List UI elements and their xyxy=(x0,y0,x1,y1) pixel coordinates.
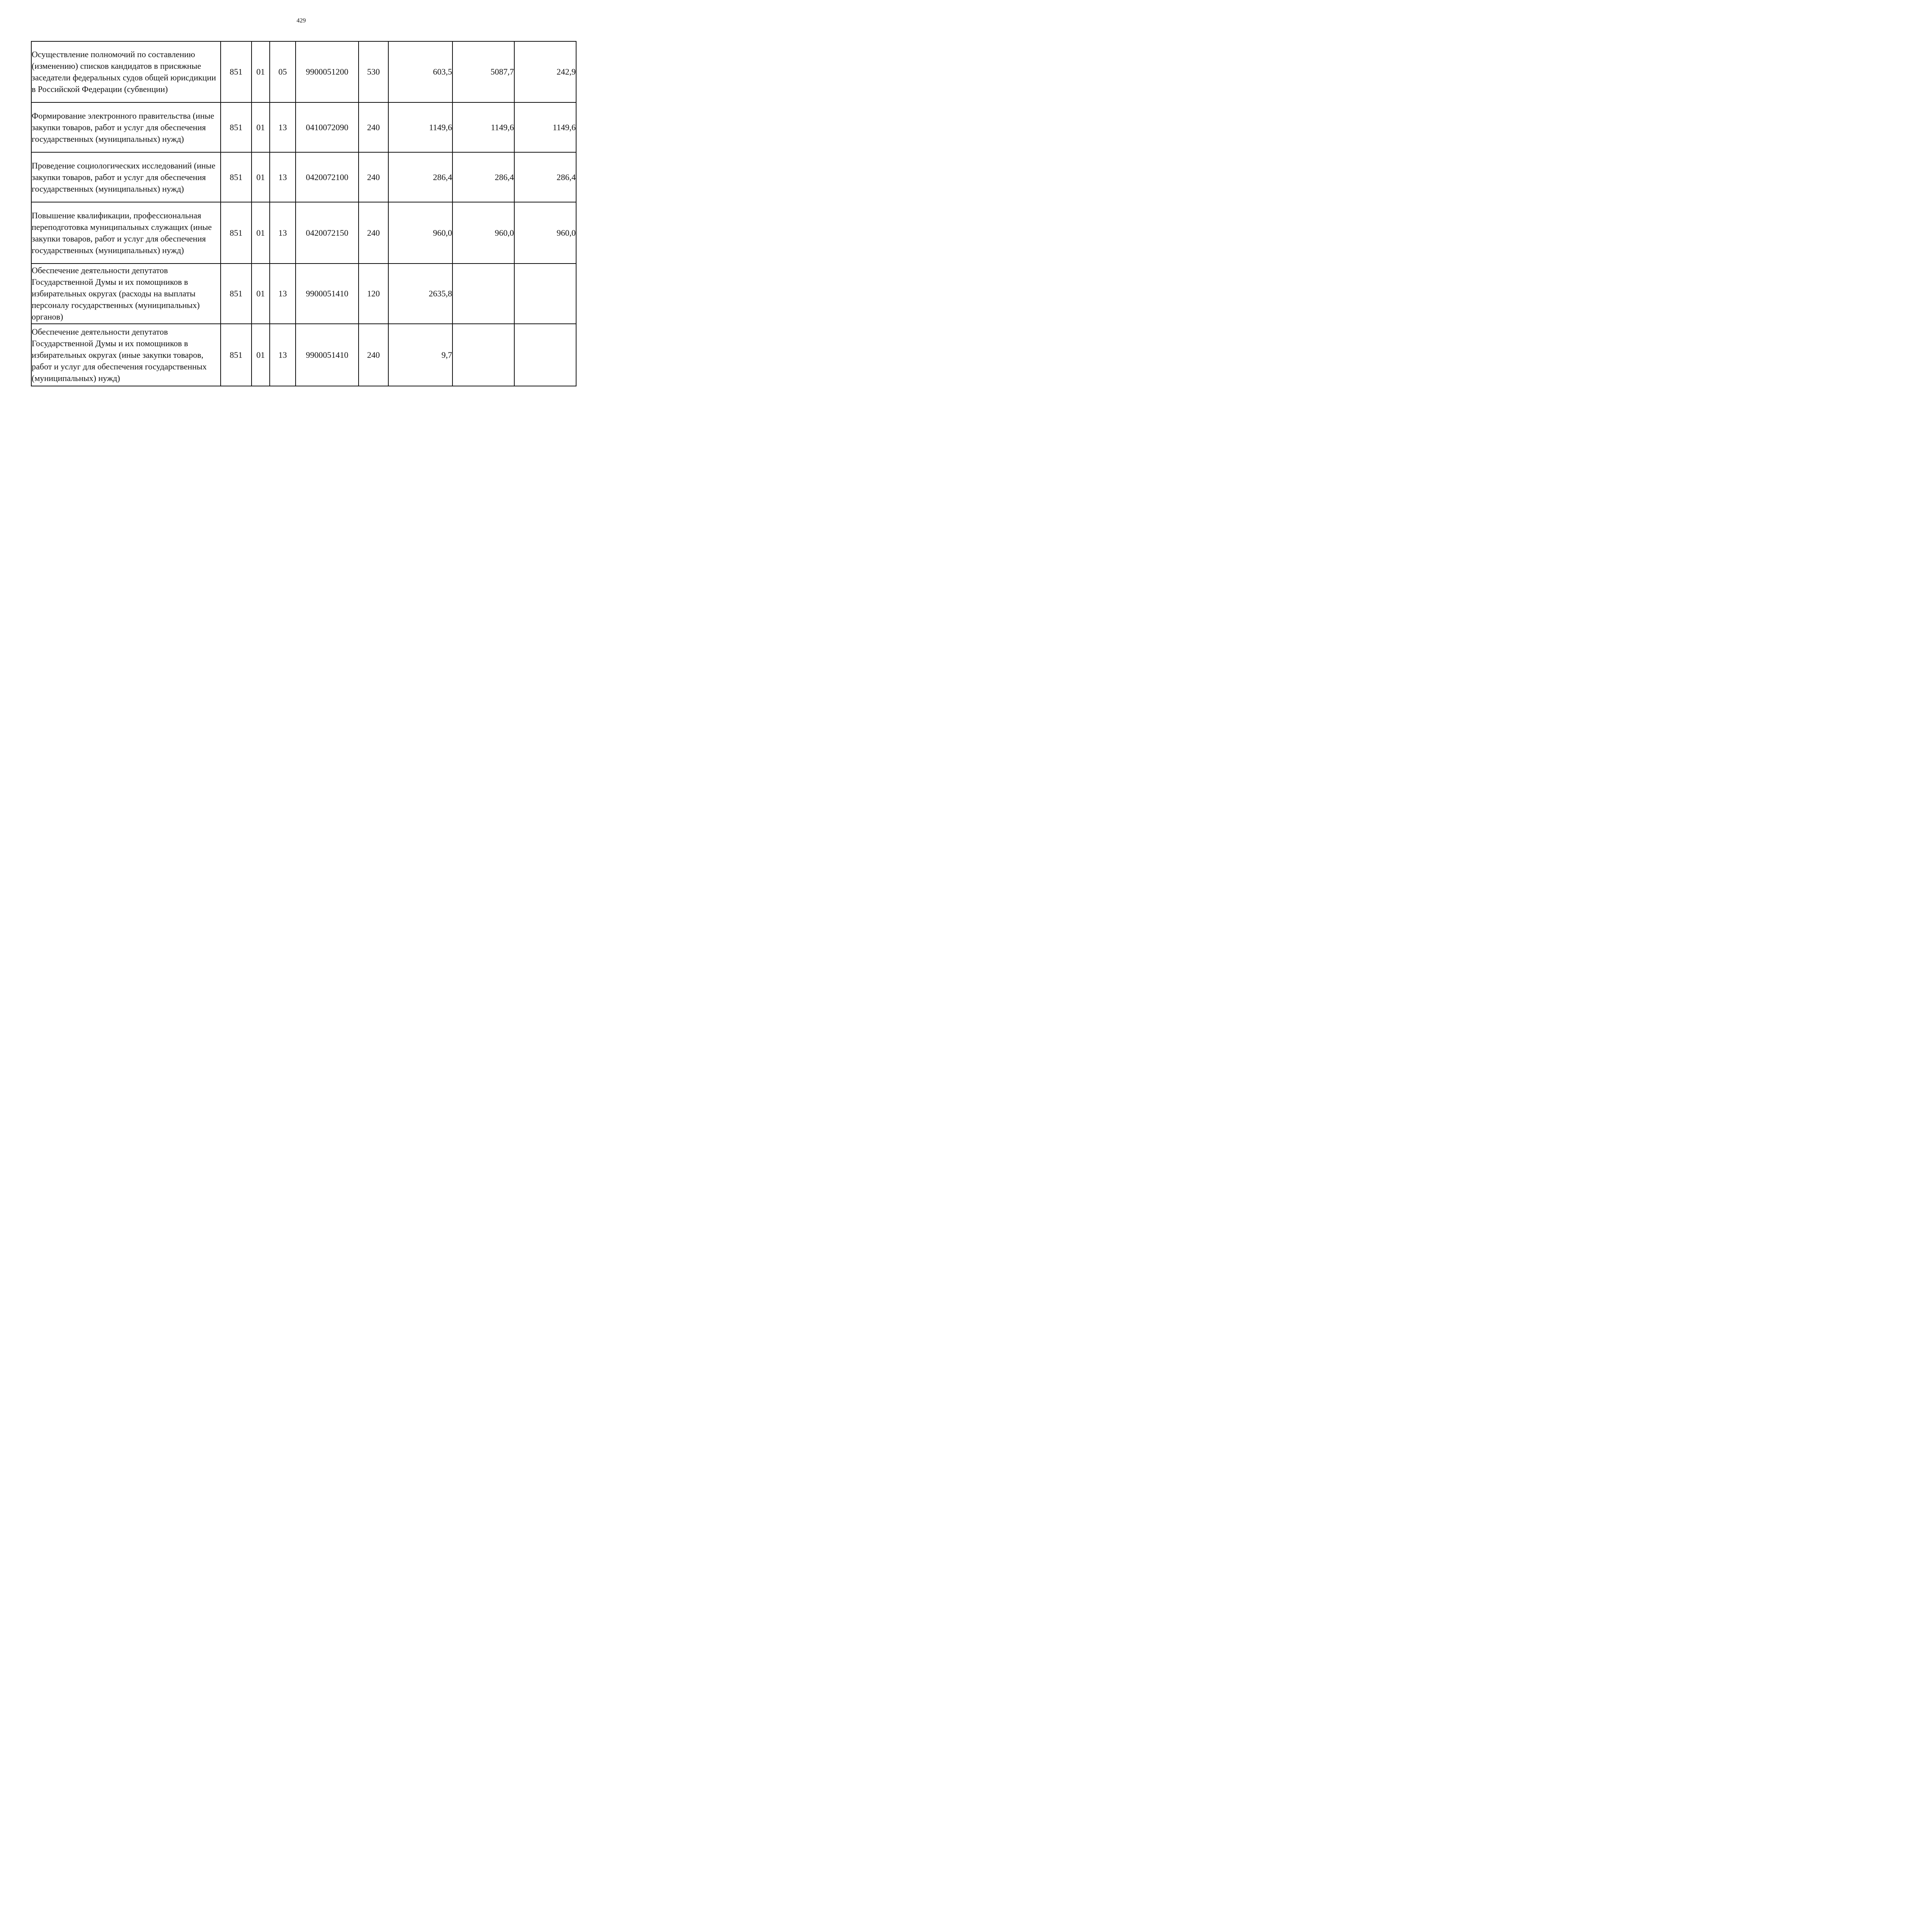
expense-type-code: 240 xyxy=(359,202,388,264)
target-article-code: 0420072100 xyxy=(296,152,359,202)
subsection-code: 13 xyxy=(270,152,296,202)
expense-type-code: 240 xyxy=(359,102,388,152)
subsection-code: 13 xyxy=(270,202,296,264)
row-description: Обеспечение деятельности депутатов Государственной Думы и их помощников в избирательных округах (иные закупки товаров, работ и услуг для обеспечения государственных (муниципальных) нужд) xyxy=(31,324,221,386)
target-article-code: 9900051200 xyxy=(296,41,359,102)
section-code: 01 xyxy=(252,41,270,102)
target-article-code: 9900051410 xyxy=(296,324,359,386)
amount-3: 960,0 xyxy=(514,202,576,264)
subsection-code: 13 xyxy=(270,102,296,152)
table-row xyxy=(31,41,576,102)
row-description: Осуществление полномочий по составлению (изменению) списков кандидатов в присяжные заседатели федеральных судов общей юрисдикции в Российской Федерации (субвенции) xyxy=(31,41,221,102)
ministry-code: 851 xyxy=(221,324,252,386)
ministry-code: 851 xyxy=(221,102,252,152)
ministry-code: 851 xyxy=(221,152,252,202)
amount-2: 5087,7 xyxy=(452,41,514,102)
table-row xyxy=(31,152,576,202)
amount-1: 286,4 xyxy=(388,152,452,202)
target-article-code: 9900051410 xyxy=(296,264,359,324)
target-article-code: 0410072090 xyxy=(296,102,359,152)
amount-3: 1149,6 xyxy=(514,102,576,152)
expense-type-code: 240 xyxy=(359,152,388,202)
ministry-code: 851 xyxy=(221,264,252,324)
amount-1: 603,5 xyxy=(388,41,452,102)
amount-2 xyxy=(452,264,514,324)
expense-type-code: 240 xyxy=(359,324,388,386)
table-row xyxy=(31,324,576,386)
budget-table xyxy=(31,41,577,386)
ministry-code: 851 xyxy=(221,202,252,264)
section-code: 01 xyxy=(252,202,270,264)
amount-3: 286,4 xyxy=(514,152,576,202)
row-description: Формирование электронного правительства (иные закупки товаров, работ и услуг для обеспечения государственных (муниципальных) нужд) xyxy=(31,102,221,152)
table-row xyxy=(31,102,576,152)
amount-2 xyxy=(452,324,514,386)
amount-1: 9,7 xyxy=(388,324,452,386)
expense-type-code: 120 xyxy=(359,264,388,324)
amount-1: 2635,8 xyxy=(388,264,452,324)
ministry-code: 851 xyxy=(221,41,252,102)
page-number: 429 xyxy=(296,17,306,24)
expense-type-code: 530 xyxy=(359,41,388,102)
subsection-code: 13 xyxy=(270,264,296,324)
row-description: Обеспечение деятельности депутатов Государственной Думы и их помощников в избирательных округах (расходы на выплаты персоналу государственных (муниципальных) органов) xyxy=(31,264,221,324)
amount-2: 960,0 xyxy=(452,202,514,264)
amount-3: 242,9 xyxy=(514,41,576,102)
section-code: 01 xyxy=(252,152,270,202)
table-row xyxy=(31,264,576,324)
amount-1: 1149,6 xyxy=(388,102,452,152)
amount-2: 1149,6 xyxy=(452,102,514,152)
section-code: 01 xyxy=(252,324,270,386)
table-row xyxy=(31,202,576,264)
target-article-code: 0420072150 xyxy=(296,202,359,264)
subsection-code: 05 xyxy=(270,41,296,102)
section-code: 01 xyxy=(252,102,270,152)
row-description: Проведение социологических исследований (иные закупки товаров, работ и услуг для обеспечения государственных (муниципальных) нужд) xyxy=(31,152,221,202)
amount-2: 286,4 xyxy=(452,152,514,202)
subsection-code: 13 xyxy=(270,324,296,386)
amount-3 xyxy=(514,264,576,324)
amount-1: 960,0 xyxy=(388,202,452,264)
row-description: Повышение квалификации, профессиональная переподготовка муниципальных служащих (иные закупки товаров, работ и услуг для обеспечения государственных (муниципальных) нужд) xyxy=(31,202,221,264)
section-code: 01 xyxy=(252,264,270,324)
amount-3 xyxy=(514,324,576,386)
